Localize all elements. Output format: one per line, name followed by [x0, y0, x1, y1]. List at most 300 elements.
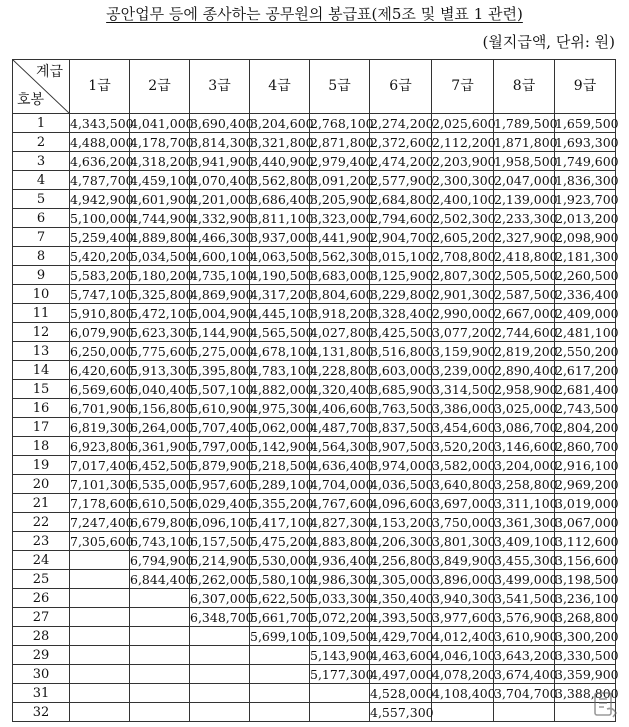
pay-cell: 4,463,600	[370, 647, 434, 663]
step-cell: 17	[13, 418, 70, 437]
pay-cell: 5,610,900	[190, 400, 254, 416]
pay-cell: 6,610,500	[130, 495, 194, 511]
step-cell: 26	[13, 589, 70, 608]
pay-cell	[494, 703, 555, 722]
grade-header: 7급	[432, 60, 494, 114]
pay-cell: 3,804,600	[310, 286, 374, 302]
pay-cell: 4,735,100	[190, 267, 254, 283]
pay-cell: 4,108,400	[432, 685, 496, 701]
pay-cell: 3,801,300	[432, 533, 496, 549]
step-cell: 8	[13, 247, 70, 266]
pay-cell: 3,690,400	[190, 115, 254, 131]
pay-cell: 6,307,000	[190, 590, 254, 606]
pay-cell: 3,361,300	[494, 514, 558, 530]
pay-cell: 2,871,800	[310, 134, 374, 150]
pay-cell: 6,156,800	[130, 400, 194, 416]
step-cell: 29	[13, 646, 70, 665]
pay-cell	[70, 665, 130, 684]
pay-cell: 2,708,800	[432, 248, 496, 264]
pay-cell	[130, 646, 190, 665]
salary-table-body	[13, 114, 619, 722]
pay-cell: 5,747,100	[70, 286, 134, 302]
pay-cell	[190, 627, 250, 646]
table-row	[13, 551, 616, 570]
pay-cell: 3,229,800	[370, 286, 434, 302]
pay-cell: 5,100,000	[70, 210, 134, 226]
pay-cell: 5,259,400	[70, 229, 134, 245]
pay-cell: 5,797,000	[190, 438, 254, 454]
pay-cell: 3,019,000	[555, 495, 619, 511]
table-row	[13, 209, 616, 228]
table-row	[13, 532, 616, 551]
pay-cell: 6,361,900	[130, 438, 194, 454]
step-cell: 3	[13, 152, 70, 171]
pay-cell: 4,190,500	[250, 267, 314, 283]
pay-cell: 2,474,200	[370, 153, 434, 169]
watermark-logo-icon	[593, 691, 619, 719]
pay-cell: 4,206,300	[370, 533, 434, 549]
table-row	[13, 152, 616, 171]
pay-cell: 3,409,100	[494, 533, 558, 549]
pay-cell: 4,869,900	[190, 286, 254, 302]
pay-cell: 3,562,800	[250, 172, 314, 188]
pay-cell: 2,743,500	[555, 400, 619, 416]
pay-cell	[130, 589, 190, 608]
pay-cell: 2,098,900	[555, 229, 619, 245]
pay-cell	[250, 646, 310, 665]
step-cell: 22	[13, 513, 70, 532]
pay-cell: 3,321,800	[250, 134, 314, 150]
pay-cell: 4,350,400	[370, 590, 434, 606]
pay-cell: 3,811,100	[250, 210, 314, 226]
pay-cell: 3,576,900	[494, 609, 558, 625]
step-cell: 1	[13, 114, 70, 133]
table-row	[13, 304, 616, 323]
pay-cell: 3,112,600	[555, 533, 619, 549]
pay-cell: 2,336,400	[555, 286, 619, 302]
pay-cell: 6,264,000	[130, 419, 194, 435]
pay-cell: 3,763,500	[370, 400, 434, 416]
pay-cell: 3,205,900	[310, 191, 374, 207]
table-row	[13, 456, 616, 475]
pay-cell: 5,879,900	[190, 457, 254, 473]
pay-cell: 1,958,500	[494, 153, 558, 169]
pay-cell: 5,707,400	[190, 419, 254, 435]
pay-cell: 5,142,900	[250, 438, 314, 454]
pay-cell: 2,203,900	[432, 153, 496, 169]
table-row	[13, 190, 616, 209]
pay-cell: 7,178,600	[70, 495, 134, 511]
pay-cell: 3,643,200	[494, 647, 558, 663]
pay-cell	[190, 665, 250, 684]
pay-cell: 2,409,000	[555, 305, 619, 321]
pay-cell: 3,520,200	[432, 438, 496, 454]
pay-cell: 7,101,300	[70, 476, 134, 492]
pay-cell: 4,046,100	[432, 647, 496, 663]
pay-cell: 3,837,500	[370, 419, 434, 435]
pay-cell: 3,388,800	[555, 685, 619, 701]
pay-cell: 4,131,800	[310, 343, 374, 359]
pay-cell: 2,047,000	[494, 172, 558, 188]
pay-cell: 3,156,600	[555, 552, 619, 568]
grade-header: 4급	[250, 60, 310, 114]
pay-cell: 4,429,700	[370, 628, 434, 644]
pay-cell: 3,674,400	[494, 666, 558, 682]
pay-cell: 2,890,400	[494, 362, 558, 378]
pay-cell: 6,844,400	[130, 571, 194, 587]
pay-cell: 4,936,400	[310, 552, 374, 568]
pay-cell: 5,072,200	[310, 609, 374, 625]
step-cell: 19	[13, 456, 70, 475]
pay-cell: 3,455,300	[494, 552, 558, 568]
pay-cell: 3,067,000	[555, 514, 619, 530]
pay-cell: 3,204,000	[494, 457, 558, 473]
pay-cell: 2,667,000	[494, 305, 558, 321]
pay-cell: 4,564,300	[310, 438, 374, 454]
pay-cell: 3,750,000	[432, 514, 496, 530]
pay-cell: 3,499,000	[494, 571, 558, 587]
pay-cell: 2,794,600	[370, 210, 434, 226]
step-cell: 32	[13, 703, 70, 722]
pay-cell	[130, 627, 190, 646]
pay-cell: 3,582,000	[432, 457, 496, 473]
pay-cell: 4,012,400	[432, 628, 496, 644]
pay-cell: 3,125,900	[370, 267, 434, 283]
pay-cell: 5,325,800	[130, 286, 194, 302]
pay-cell: 3,941,900	[190, 153, 254, 169]
pay-cell: 2,819,200	[494, 343, 558, 359]
pay-cell: 3,311,100	[494, 495, 558, 511]
pay-cell: 4,827,300	[310, 514, 374, 530]
pay-cell: 4,636,200	[70, 153, 134, 169]
pay-cell: 3,314,500	[432, 381, 496, 397]
pay-cell: 6,452,500	[130, 457, 194, 473]
table-row	[13, 475, 616, 494]
table-row	[13, 380, 616, 399]
pay-cell: 2,979,400	[310, 153, 374, 169]
pay-cell: 5,109,500	[310, 628, 374, 644]
pay-cell: 2,025,600	[432, 115, 496, 131]
pay-cell	[70, 608, 130, 627]
pay-cell	[130, 608, 190, 627]
table-row	[13, 570, 616, 589]
pay-cell	[310, 684, 370, 703]
table-title: 공안업무 등에 종사하는 공무원의 봉급표(제5조 및 별표 1 관련)	[106, 5, 523, 23]
pay-cell: 1,693,300	[555, 134, 619, 150]
table-row	[13, 418, 616, 437]
pay-cell	[70, 589, 130, 608]
grade-header: 9급	[555, 60, 616, 114]
step-cell: 2	[13, 133, 70, 152]
pay-cell	[190, 684, 250, 703]
pay-cell: 2,233,300	[494, 210, 558, 226]
pay-cell: 5,177,300	[310, 666, 374, 682]
pay-cell: 4,063,500	[250, 248, 314, 264]
pay-cell: 5,355,200	[250, 495, 314, 511]
pay-cell: 3,683,000	[310, 267, 374, 283]
corner-step-label: 호봉	[17, 92, 45, 108]
pay-cell: 4,975,300	[250, 400, 314, 416]
pay-cell: 2,372,600	[370, 134, 434, 150]
pay-cell: 6,535,000	[130, 476, 194, 492]
step-cell: 20	[13, 475, 70, 494]
pay-cell: 6,743,100	[130, 533, 194, 549]
pay-cell: 2,112,200	[432, 134, 496, 150]
pay-cell: 4,027,800	[310, 324, 374, 340]
pay-cell	[250, 665, 310, 684]
pay-cell: 3,236,100	[555, 590, 619, 606]
pay-cell: 5,475,200	[250, 533, 314, 549]
table-row	[13, 513, 616, 532]
pay-cell: 3,440,900	[250, 153, 314, 169]
pay-cell: 1,749,600	[555, 153, 619, 169]
pay-cell: 2,013,200	[555, 210, 619, 226]
pay-cell: 3,146,600	[494, 438, 558, 454]
pay-cell: 4,459,100	[130, 172, 194, 188]
pay-cell: 4,557,300	[370, 704, 434, 720]
table-row	[13, 114, 616, 133]
pay-cell	[310, 703, 370, 722]
pay-cell: 3,603,000	[370, 362, 434, 378]
pay-cell: 4,201,000	[190, 191, 254, 207]
pay-cell: 2,990,000	[432, 305, 496, 321]
pay-cell: 4,041,000	[130, 115, 194, 131]
pay-cell: 3,086,700	[494, 419, 558, 435]
table-row	[13, 247, 616, 266]
pay-cell: 4,600,100	[190, 248, 254, 264]
pay-cell: 1,871,800	[494, 134, 558, 150]
pay-cell: 3,328,400	[370, 305, 434, 321]
pay-cell: 6,420,600	[70, 362, 134, 378]
pay-cell: 5,420,200	[70, 248, 134, 264]
pay-cell: 5,180,200	[130, 267, 194, 283]
table-row	[13, 608, 616, 627]
pay-cell: 5,910,800	[70, 305, 134, 321]
pay-cell: 4,882,000	[250, 381, 314, 397]
pay-cell	[130, 703, 190, 722]
pay-cell: 2,684,800	[370, 191, 434, 207]
pay-cell: 4,036,500	[370, 476, 434, 492]
pay-cell: 2,502,300	[432, 210, 496, 226]
pay-cell	[70, 627, 130, 646]
pay-cell: 5,033,300	[310, 590, 374, 606]
unit-note: (월지급액, 단위: 원)	[482, 33, 615, 51]
pay-cell: 5,289,100	[250, 476, 314, 492]
table-row	[13, 361, 616, 380]
pay-cell	[70, 646, 130, 665]
pay-cell: 2,274,200	[370, 115, 434, 131]
pay-cell: 2,916,100	[555, 457, 619, 473]
pay-cell: 4,318,200	[130, 153, 194, 169]
step-cell: 25	[13, 570, 70, 589]
pay-cell: 6,250,000	[70, 343, 134, 359]
step-cell: 13	[13, 342, 70, 361]
pay-cell: 4,070,400	[190, 172, 254, 188]
pay-cell: 4,942,900	[70, 191, 134, 207]
pay-cell: 5,275,000	[190, 343, 254, 359]
pay-cell: 2,681,400	[555, 381, 619, 397]
pay-cell: 4,889,800	[130, 229, 194, 245]
pay-cell: 3,610,900	[494, 628, 558, 644]
pay-cell: 4,783,100	[250, 362, 314, 378]
table-row	[13, 323, 616, 342]
pay-cell: 4,744,900	[130, 210, 194, 226]
pay-cell: 4,883,800	[310, 533, 374, 549]
grade-header: 1급	[70, 60, 130, 114]
pay-cell: 3,640,800	[432, 476, 496, 492]
pay-cell: 4,767,600	[310, 495, 374, 511]
pay-cell: 3,077,200	[432, 324, 496, 340]
pay-cell: 3,323,000	[310, 210, 374, 226]
header-row	[13, 60, 616, 114]
table-row	[13, 266, 616, 285]
step-cell: 23	[13, 532, 70, 551]
pay-cell: 4,528,000	[370, 685, 434, 701]
pay-cell: 3,268,800	[555, 609, 619, 625]
pay-cell: 4,305,000	[370, 571, 434, 587]
pay-cell: 2,804,200	[555, 419, 619, 435]
pay-cell: 6,794,900	[130, 552, 194, 568]
pay-cell: 3,814,300	[190, 134, 254, 150]
pay-cell: 3,359,900	[555, 666, 619, 682]
pay-cell	[250, 684, 310, 703]
pay-cell: 4,488,000	[70, 134, 134, 150]
pay-cell: 4,487,700	[310, 419, 374, 435]
pay-cell: 3,918,200	[310, 305, 374, 321]
table-row	[13, 494, 616, 513]
pay-cell: 4,332,900	[190, 210, 254, 226]
pay-cell: 6,679,800	[130, 514, 194, 530]
table-row	[13, 228, 616, 247]
step-cell: 31	[13, 684, 70, 703]
pay-cell: 2,505,500	[494, 267, 558, 283]
step-cell: 30	[13, 665, 70, 684]
pay-cell	[190, 703, 250, 722]
pay-cell: 2,550,200	[555, 343, 619, 359]
pay-cell: 3,025,000	[494, 400, 558, 416]
salary-table	[12, 59, 619, 722]
pay-cell: 6,569,600	[70, 381, 134, 397]
pay-cell	[70, 684, 130, 703]
pay-cell: 4,078,200	[432, 666, 496, 682]
pay-cell: 7,247,400	[70, 514, 134, 530]
pay-cell: 3,896,000	[432, 571, 496, 587]
pay-cell: 2,481,100	[555, 324, 619, 340]
step-cell: 21	[13, 494, 70, 513]
pay-cell: 2,605,200	[432, 229, 496, 245]
grade-header: 5급	[310, 60, 370, 114]
pay-cell: 6,040,400	[130, 381, 194, 397]
pay-cell	[70, 703, 130, 722]
pay-cell: 5,775,600	[130, 343, 194, 359]
pay-cell: 1,836,300	[555, 172, 619, 188]
pay-cell: 4,320,400	[310, 381, 374, 397]
pay-cell: 3,386,000	[432, 400, 496, 416]
table-row	[13, 285, 616, 304]
pay-cell: 3,159,900	[432, 343, 496, 359]
pay-cell: 2,181,300	[555, 248, 619, 264]
pay-cell: 2,327,900	[494, 229, 558, 245]
pay-cell: 5,699,100	[250, 628, 314, 644]
step-cell: 4	[13, 171, 70, 190]
pay-cell	[190, 646, 250, 665]
pay-cell: 2,418,800	[494, 248, 558, 264]
pay-cell: 3,686,400	[250, 191, 314, 207]
pay-cell: 3,697,000	[432, 495, 496, 511]
pay-cell: 2,587,500	[494, 286, 558, 302]
pay-cell: 4,636,400	[310, 457, 374, 473]
pay-cell: 5,062,000	[250, 419, 314, 435]
pay-cell: 4,317,200	[250, 286, 314, 302]
pay-cell: 3,516,800	[370, 343, 434, 359]
pay-cell: 3,454,600	[432, 419, 496, 435]
table-row	[13, 703, 616, 722]
pay-cell: 7,017,400	[70, 457, 134, 473]
pay-cell: 5,143,900	[310, 647, 374, 663]
step-cell: 27	[13, 608, 70, 627]
table-row	[13, 589, 616, 608]
step-cell: 6	[13, 209, 70, 228]
pay-cell: 1,923,700	[555, 191, 619, 207]
table-row	[13, 133, 616, 152]
pay-cell: 5,530,000	[250, 552, 314, 568]
step-cell: 15	[13, 380, 70, 399]
pay-cell: 5,957,600	[190, 476, 254, 492]
table-row	[13, 171, 616, 190]
pay-cell: 2,768,100	[310, 115, 374, 131]
grade-header: 8급	[494, 60, 555, 114]
pay-cell: 3,441,900	[310, 229, 374, 245]
pay-cell: 4,228,800	[310, 362, 374, 378]
pay-cell: 2,744,600	[494, 324, 558, 340]
table-row	[13, 627, 616, 646]
step-cell: 28	[13, 627, 70, 646]
step-cell: 24	[13, 551, 70, 570]
pay-cell: 5,144,900	[190, 324, 254, 340]
pay-cell: 4,393,500	[370, 609, 434, 625]
pay-cell: 5,004,900	[190, 305, 254, 321]
pay-cell: 4,406,600	[310, 400, 374, 416]
pay-cell: 1,789,500	[494, 115, 558, 131]
step-cell: 5	[13, 190, 70, 209]
pay-cell: 4,601,900	[130, 191, 194, 207]
pay-cell: 5,913,300	[130, 362, 194, 378]
pay-cell: 6,157,500	[190, 533, 254, 549]
pay-cell: 4,678,100	[250, 343, 314, 359]
table-row	[13, 342, 616, 361]
pay-cell	[250, 703, 310, 722]
pay-cell: 5,417,100	[250, 514, 314, 530]
pay-cell: 5,507,100	[190, 381, 254, 397]
pay-cell: 3,562,300	[310, 248, 374, 264]
pay-cell: 3,940,300	[432, 590, 496, 606]
pay-cell: 2,958,900	[494, 381, 558, 397]
pay-cell: 4,096,600	[370, 495, 434, 511]
pay-cell: 5,583,200	[70, 267, 134, 283]
pay-cell: 3,974,000	[370, 457, 434, 473]
pay-cell: 5,623,300	[130, 324, 194, 340]
header-corner-cell	[13, 60, 70, 114]
pay-cell: 4,497,000	[370, 666, 434, 682]
pay-cell: 3,704,700	[494, 685, 558, 701]
step-cell: 12	[13, 323, 70, 342]
pay-cell: 3,258,800	[494, 476, 558, 492]
pay-cell	[130, 665, 190, 684]
table-row	[13, 684, 616, 703]
pay-cell: 2,807,300	[432, 267, 496, 283]
pay-cell: 4,343,500	[70, 115, 134, 131]
pay-cell: 2,617,200	[555, 362, 619, 378]
